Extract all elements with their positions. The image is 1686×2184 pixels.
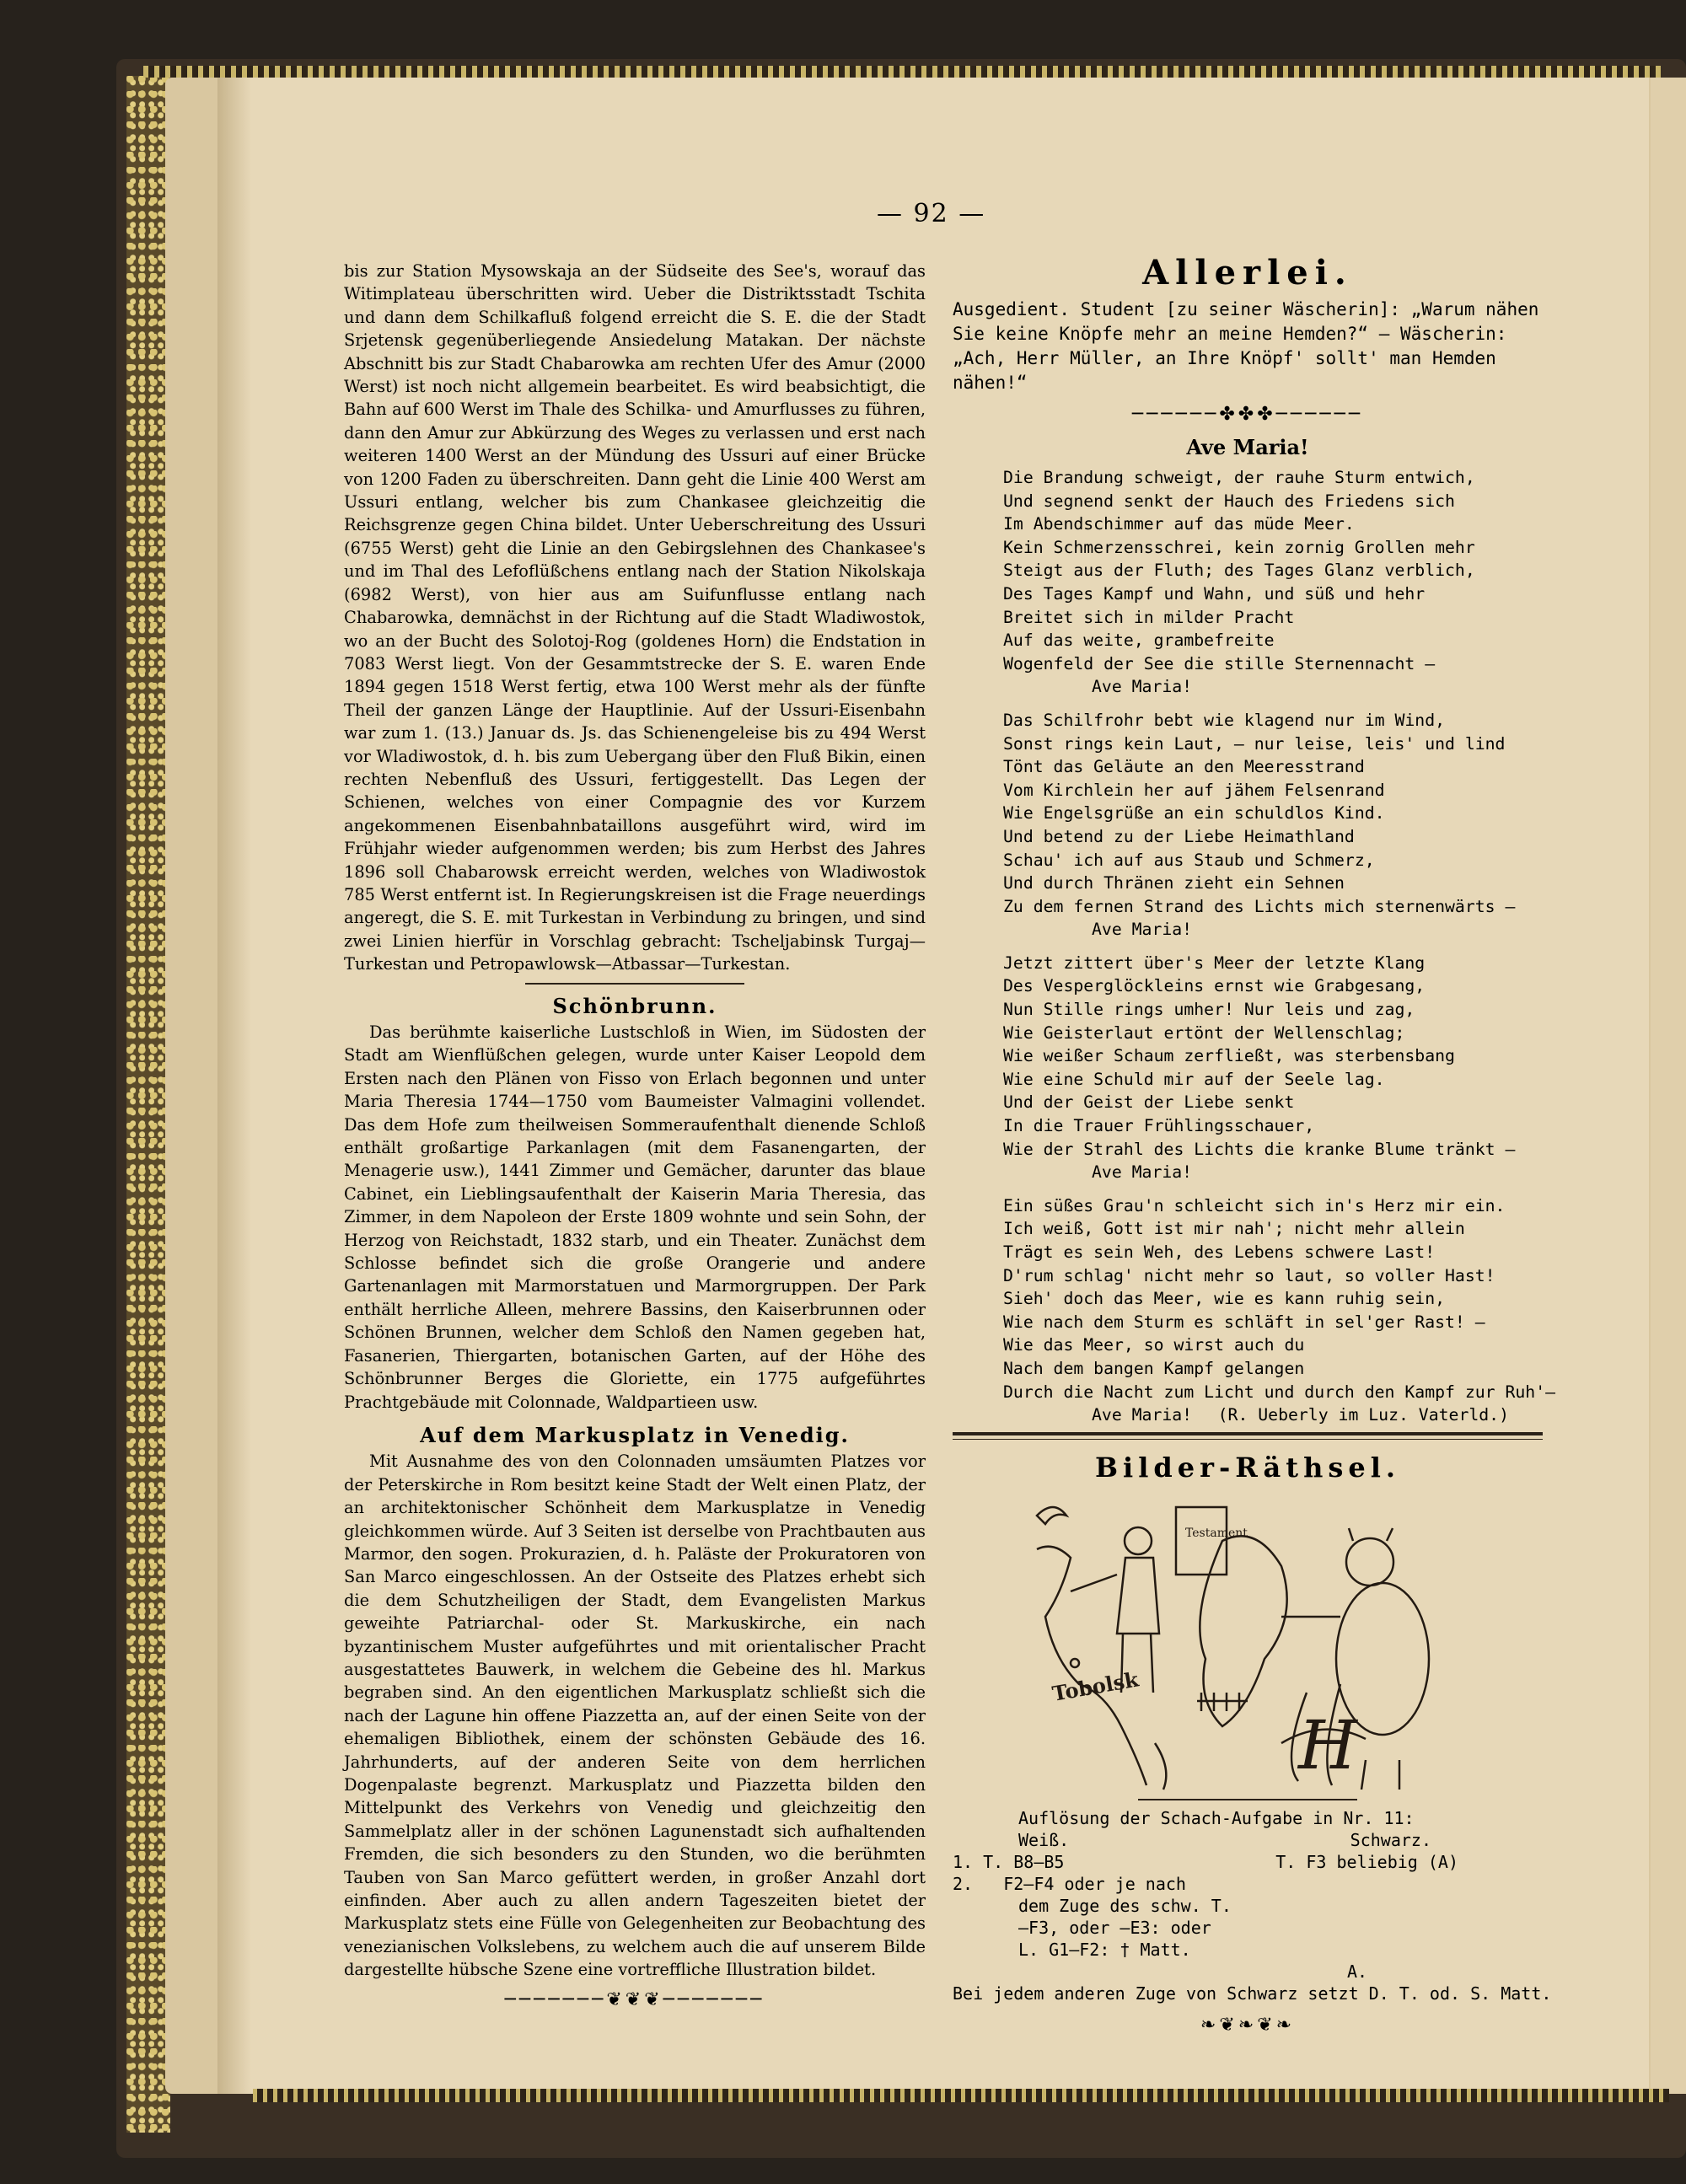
poem-refrain: Ave Maria! [1092, 677, 1193, 697]
poem-line: Und segnend senkt der Hauch des Friedens sich [1003, 491, 1455, 511]
markusplatz-heading: Auf dem Markusplatz in Venedig. [420, 1422, 850, 1447]
poem-line: Vom Kirchlein her auf jähem Felsenrand [1003, 780, 1385, 800]
chess-variant-label: A. [1346, 1961, 1368, 1983]
marbled-edge [126, 76, 170, 2133]
poem-line: Auf das weite, grambefreite [1003, 631, 1275, 651]
poem-title: Ave Maria! [1186, 435, 1309, 459]
poem-line: Wie eine Schuld mir auf der Seele lag. [1003, 1069, 1385, 1089]
joke-text: Ausgedient. Student [zu seiner Wäscherin]: „Warum nähen Sie keine Knöpfe mehr an meine Hemden?“ — Wäscherin: „Ach, Herr Müller, an Ihre Knöpf' sollt' man Hemden nähen!“ [953, 299, 1539, 393]
poem-line: Wie weißer Schaum zerfließt, was sterbensbang [1003, 1046, 1455, 1066]
poem-line: Steigt aus der Fluth; des Tages Glanz verblich, [1003, 561, 1475, 581]
poem-line: Wogenfeld der See die stille Sternennacht — [1003, 653, 1436, 673]
top-binding-edge [143, 66, 1661, 78]
poem-line: Trägt es sein Weh, des Lebens schwere Last! [1003, 1242, 1436, 1262]
poem-stanza [1003, 466, 1543, 699]
poem-line: Wie Engelsgrüße an ein schuldlos Kind. [1003, 803, 1385, 824]
poem-attribution: (R. Ueberly im Luz. Vaterld.) [1217, 1405, 1509, 1425]
markusplatz-paragraph: Mit Ausnahme des von den Colonnaden umsäumten Platzes vor der Peterskirche in Rom besitzt keine Stadt der Welt einen Platz, der an architektonischer Schönheit dem Markusplatze in Venedig gleichkommen würde. Auf 3 Seiten ist derselbe von Prachtbauten aus Marmor, den sogen. Prokurazien, d. h. Paläste der Prokuratoren von San Marco eingeschlossen. An der Ostseite des Platzes erhebt sich die dem Schutzheiligen der Stadt, dem Evangelisten Markus geweihte Patriarchal- oder St. Markuskirche, ein nach byzantinischem Muster aufgeführtes und mit orientalischer Pracht ausgestattetes Bauwerk, in welchem die Gebeine des hl. Markus begraben sind. An den eigentlichen Markusplatz schließt sich die nach der Lagune hin offene Piazzetta an, auf der einen Seite von der ehemaligen Bibliothek, einem der schönsten Gebäude des 16. Jahrhunderts, auf der anderen Seite von dem herrlichen Dogenpalaste begrenzt. Markusplatz und Piazzetta bilden den Mittelpunkt des Verkehrs von Venedig und gleichzeitig den Sammelplatz aller in der schönen Lagunenstadt sich aufhaltenden Fremden, die sich besonders zu den Stunden, wo die berühmten Tauben von San Marco gefüttert werden, in großer Anzahl dort einfinden. Aber auch zu allen andern Tageszeiten bietet der Markusplatz stets eine Fülle von Gelegenheiten zur Beobachtung des venezianischen Volkslebens, zu welchem auch die auf unserem Bilde dargestellte hübsche Szene eine vortreffliche Illustration bildet. [344, 1452, 926, 1980]
facing-page-edge [1651, 78, 1686, 2094]
chess-move-black: T. F3 beliebig (A) [1275, 1852, 1458, 1873]
chess-move-white: 1. T. B8—B5 [953, 1852, 1065, 1873]
poem-stanza [1003, 709, 1543, 942]
chess-final-line: Bei jedem anderen Zuge von Schwarz setzt D. T. od. S. Matt. [953, 1983, 1552, 2004]
chess-heading: Auflösung der Schach-Aufgabe in Nr. 11: [1018, 1808, 1415, 1829]
illustration-place-label: Tobolsk [1050, 1666, 1141, 1707]
chess-black-label: Schwarz. [1350, 1830, 1431, 1851]
chess-white-label: Weiß. [1018, 1830, 1070, 1851]
ornament-divider: ───────❦❦❦─────── [504, 1988, 765, 2010]
schoenbrunn-heading: Schönbrunn. [552, 993, 717, 1018]
section-divider [525, 983, 744, 985]
page-gutter-shadow [217, 78, 251, 2094]
poem-line: Und der Geist der Liebe senkt [1003, 1092, 1295, 1113]
poem-line: Durch die Nacht zum Licht und durch den Kampf zur Ruh'— [1003, 1382, 1556, 1402]
poem-line: Nach dem bangen Kampf gelangen [1003, 1358, 1305, 1378]
poem-line: Des Vesperglöckleins ernst wie Grabgesang, [1003, 976, 1426, 996]
city-dot [1071, 1659, 1079, 1667]
poem-refrain: Ave Maria! [1092, 920, 1193, 940]
poem-line: Ich weiß, Gott ist mir nah'; nicht mehr allein [1003, 1219, 1465, 1239]
poem-line: Kein Schmerzensschrei, kein zornig Grollen mehr [1003, 537, 1475, 557]
poem-line: Zu dem fernen Strand des Lichts mich sternenwärts — [1003, 896, 1516, 916]
poem-line: Sonst rings kein Laut, — nur leise, leis' und lind [1003, 733, 1506, 754]
chess-move-line: —F3, oder —E3: oder [1018, 1918, 1211, 1939]
poem-line: In die Trauer Frühlingsschauer, [1003, 1116, 1315, 1136]
poem-line: Nun Stille rings umher! Nur leis und zag, [1003, 1000, 1415, 1020]
picture-puzzle-title: Bilder-Räthsel. [1094, 1452, 1400, 1484]
poem-refrain: Ave Maria! [1092, 1405, 1193, 1425]
right-column [953, 253, 1556, 2036]
poem-refrain: Ave Maria! [1092, 1162, 1193, 1183]
chess-move-line: 2. F2—F4 oder je nach [953, 1874, 1186, 1895]
chess-move-line: dem Zuge des schw. T. [1018, 1896, 1232, 1917]
poem-line: Im Abendschimmer auf das müde Meer. [1003, 514, 1355, 534]
illustration-underline [1138, 1799, 1357, 1800]
chess-move-line: L. G1—F2: † Matt. [1018, 1940, 1191, 1961]
siberian-railway-paragraph: bis zur Station Mysowskaja an der Südseite des See's, worauf das Witimplateau überschritten wird. Ueber die Distriktsstadt Tschita und dann dem Schilkafluß folgend erreicht die S. E. die der Stadt Srjetensk gegenüberliegende Ansiedelung Matakan. Der nächste Abschnitt bis zur Stadt Chabarowka am rechten Ufer des Amur (2000 Werst) ist noch nicht allgemein bearbeitet. Es wird beabsichtigt, die Bahn auf 600 Werst im Thale des Schilka- und Amurflusses zu führen, dann den Amur zur Abkürzung des Weges zu verlassen und erst nach weiteren 1400 Werst an der Mündung des Ussuri auf einer Brücke von 1200 Faden zu überschreiten. Dann geht die Linie 400 Werst am Ussuri entlang, welcher bis zum Chankasee gleichzeitig die Reichsgrenze gegen China bildet. Unter Ueberschreitung des Ussuri (6755 Werst) geht die Linie an den Gebirgslehnen des Chankasee's und im Thal des Lefoflüßchens entlang nach der Station Nikolskaja (6982 Werst), von hier aus am Suifunflusse entlang nach Chabarowka, demnächst in der Richtung auf die Stadt Wladiwostok, wo an der Bucht des Solotoj-Rog (goldenes Horn) die Endstation in 7083 Werst liegt. Von der Gesammtstrecke der S. E. waren Ende 1894 gegen 1518 Werst fertig, etwa 100 Werst mehr als der fünfte Theil der ganzen Länge der Hauptlinie. Auf der Ussuri-Eisenbahn war zum 1. (13.) Januar ds. Js. das Schienengeleise bis zu 494 Werst vor Wladiwostok, d. h. bis zum Uebergang über den Fluß Bikin, einen rechten Nebenfluß des Ussuri, fertiggestellt. Das Legen der Schienen, welches von einer Compagnie des vor Kurzem angekommenen Eisenbahnbataillons ausgeführt wird, wird im Frühjahr wieder aufgenommen werden; bis zum Herbst des Jahres 1896 soll Chabarowsk erreicht werden, welches von Wladiwostok 785 Werst entfernt ist. In Regierungskreisen ist die Frage neuerdings angeregt, die S. E. mit Turkestan in Verbindung zu bringen, und sind zwei Linien hierfür in Vorschlag gebracht: Tscheljabinsk Turgaj—Turkestan und Petropawlowsk—Atbassar—Turkestan. [344, 261, 926, 974]
illustration-book-label: Testament [1185, 1527, 1248, 1541]
poem-line: D'rum schlag' nicht mehr so laut, so voller Hast! [1003, 1265, 1495, 1285]
poem-line: Tönt das Geläute an den Meeresstrand [1003, 757, 1365, 777]
thin-divider [953, 1439, 1543, 1441]
poem-line: Wie der Strahl des Lichts die kranke Blume tränkt — [1003, 1139, 1516, 1159]
poem [953, 466, 1556, 1427]
poem-line: Und betend zu der Liebe Heimathland [1003, 826, 1355, 846]
rebus-illustration [1028, 1490, 1467, 1794]
chess-solution [953, 1807, 1552, 2004]
poem-line: Die Brandung schweigt, der rauhe Sturm entwich, [1003, 468, 1475, 487]
poem-line: Breitet sich in milder Pracht [1003, 607, 1295, 627]
poem-line: Schau' ich auf aus Staub und Schmerz, [1003, 850, 1375, 870]
ornament-divider: ❧❦❧❦❧ [1200, 2015, 1296, 2036]
allerlei-title: Allerlei. [1142, 253, 1353, 292]
poem-line: Wie Geisterlaut ertönt der Wellenschlag; [1003, 1022, 1405, 1043]
page-number: — 92 — [877, 199, 986, 228]
schoenbrunn-paragraph: Das berühmte kaiserliche Lustschloß in Wien, im Südosten der Stadt am Wienflüßchen gelegen, wurde unter Kaiser Leopold dem Ersten nach den Plänen von Fisso von Erlach begonnen und unter Maria Theresia 1744—1750 vom Baumeister Valmagini vollendet. Das dem Hofe zum theilweisen Sommeraufenthalt dienende Schloß enthält großartige Parkanlagen (mit dem Fasanengarten, der Menagerie usw.), 1441 Zimmer und Gemächer, darunter das blaue Cabinet, ein Lieblingsaufenthalt der Kaiserin Maria Theresia, das Zimmer, in dem Napoleon der Erste 1809 wohnte und sein Sohn, der Herzog von Reichstadt, 1832 starb, und ein Theater. Zunächst dem Schlosse befindet sich die große Orangerie und andere Gartenanlagen mit Marmorstatuen und Marmorgruppen. Der Park enthält herrliche Alleen, mehrere Bassins, den Kaiserbrunnen oder Schönen Brunnen, welcher dem Schloß den Namen gegeben hat, Fasanerien, Thiergarten, botanischen Garten, auf der Höhe des Schönbrunner Berges die Gloriette, ein 1775 aufgeführtes Prachtgebäude mit Colonnade, Waldpartieen usw. [344, 1022, 926, 1412]
ornament-divider: ──────✤✤✤────── [1131, 404, 1364, 425]
poem-line: Wie nach dem Sturm es schläft in sel'ger Rast! — [1003, 1312, 1485, 1332]
bottom-binding-edge [253, 2089, 1669, 2102]
poem-line: Das Schilfrohr bebt wie klagend nur im Wind, [1003, 710, 1446, 730]
left-column [344, 260, 926, 2011]
poem-line: Ein süßes Grau'n schleicht sich in's Herz mir ein. [1003, 1195, 1506, 1215]
thick-divider [953, 1432, 1543, 1435]
poem-line: Wie das Meer, so wirst auch du [1003, 1335, 1305, 1355]
poem-line: Sieh' doch das Meer, wie es kann ruhig sein, [1003, 1289, 1446, 1309]
poem-line: Jetzt zittert über's Meer der letzte Klang [1003, 952, 1426, 973]
poem-line: Des Tages Kampf und Wahn, und süß und hehr [1003, 583, 1426, 604]
poem-stanza [1003, 952, 1543, 1184]
poem-line: Und durch Thränen zieht ein Sehnen [1003, 873, 1345, 893]
illustration-letter: H [1298, 1706, 1357, 1785]
poem-stanza [1003, 1194, 1556, 1427]
